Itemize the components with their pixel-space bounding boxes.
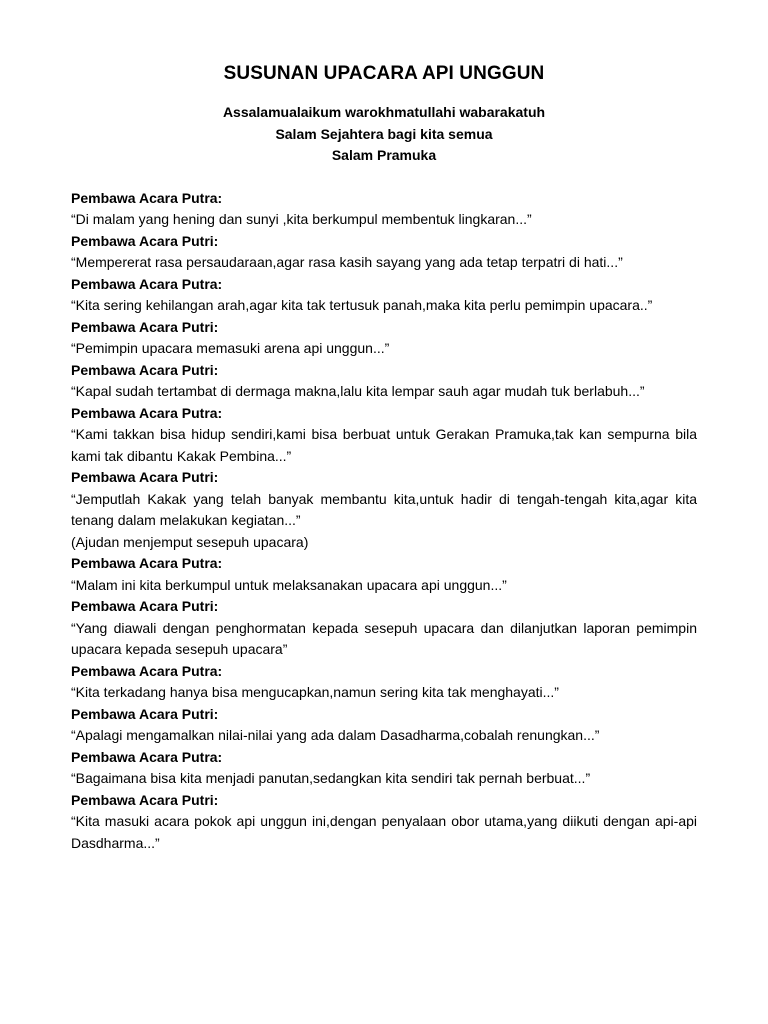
script-entry xyxy=(71,661,697,704)
speaker-line: “Di malam yang hening dan sunyi ,kita berkumpul membentuk lingkaran...” xyxy=(71,211,532,227)
stage-direction: (Ajudan menjemput sesepuh upacara) xyxy=(71,533,309,550)
speaker-line: “Jemputlah Kakak yang telah banyak membantu kita,untuk hadir di tengah-tengah kita,agar kita tenang dalam melakukan kegiatan...” xyxy=(71,490,697,528)
script-entry xyxy=(71,274,697,317)
speaker-label: Pembawa Acara Putra: xyxy=(71,275,223,292)
script-entry xyxy=(71,467,697,553)
script-entry xyxy=(71,188,697,231)
speaker-line: “Malam ini kita berkumpul untuk melaksanakan upacara api unggun...” xyxy=(71,576,507,593)
speaker-label: Pembawa Acara Putri: xyxy=(71,232,219,249)
document-title: SUSUNAN UPACARA API UNGGUN xyxy=(223,63,545,84)
script-entry xyxy=(71,403,697,468)
speaker-label: Pembawa Acara Putra: xyxy=(71,748,223,765)
speaker-label: Pembawa Acara Putri: xyxy=(71,705,219,722)
speaker-label: Pembawa Acara Putra: xyxy=(71,404,223,421)
speaker-line: “Bagaimana bisa kita menjadi panutan,sedangkan kita sendiri tak pernah berbuat...” xyxy=(71,770,591,786)
greeting-line: Assalamualaikum warokhmatullahi wabarakatuh xyxy=(222,104,546,120)
speaker-label: Pembawa Acara Putra: xyxy=(71,662,223,679)
greeting-line: Salam Sejahtera bagi kita semua xyxy=(275,125,493,142)
speaker-label: Pembawa Acara Putri: xyxy=(71,361,219,378)
script-entry xyxy=(71,596,697,661)
script-entry xyxy=(71,704,697,747)
greeting-line: Salam Pramuka xyxy=(331,147,437,163)
speaker-label: Pembawa Acara Putra: xyxy=(71,189,223,206)
script-entry xyxy=(71,360,697,403)
speaker-label: Pembawa Acara Putri: xyxy=(71,469,219,485)
speaker-line: “Mempererat rasa persaudaraan,agar rasa kasih sayang yang ada tetap terpatri di hati...” xyxy=(71,254,623,270)
speaker-line: “Kita masuki acara pokok api unggun ini,dengan penyalaan obor utama,yang diikuti dengan api-api Dasdharma...” xyxy=(71,813,697,851)
document-page xyxy=(71,62,697,854)
speaker-label: Pembawa Acara Putri: xyxy=(71,598,219,614)
script-entry xyxy=(71,790,697,855)
script-body xyxy=(71,188,697,855)
speaker-line: “Kami takkan bisa hidup sendiri,kami bisa berbuat untuk Gerakan Pramuka,tak kan sempurna bila kami tak dibantu Kakak Pembina...” xyxy=(71,426,697,464)
speaker-line: “Pemimpin upacara memasuki arena api unggun...” xyxy=(71,340,390,356)
speaker-line: “Apalagi mengamalkan nilai-nilai yang ada dalam Dasadharma,cobalah renungkan...” xyxy=(71,727,600,743)
speaker-line: “Kapal sudah tertambat di dermaga makna,lalu kita lempar sauh agar mudah tuk berlabuh...” xyxy=(71,383,645,399)
greeting-block xyxy=(71,102,697,167)
script-entry xyxy=(71,231,697,274)
speaker-line: “Yang diawali dengan penghormatan kepada sesepuh upacara dan dilanjutkan laporan pemimpin upacara kepada sesepuh upacara” xyxy=(71,619,697,657)
script-entry xyxy=(71,553,697,596)
speaker-label: Pembawa Acara Putri: xyxy=(71,791,219,808)
script-entry xyxy=(71,747,697,790)
speaker-label: Pembawa Acara Putra: xyxy=(71,555,223,571)
script-entry xyxy=(71,317,697,360)
speaker-line: “Kita terkadang hanya bisa mengucapkan,namun sering kita tak menghayati...” xyxy=(71,684,559,700)
speaker-label: Pembawa Acara Putri: xyxy=(71,318,219,335)
speaker-line: “Kita sering kehilangan arah,agar kita tak tertusuk panah,maka kita perlu pemimpin upacara..” xyxy=(71,297,653,313)
